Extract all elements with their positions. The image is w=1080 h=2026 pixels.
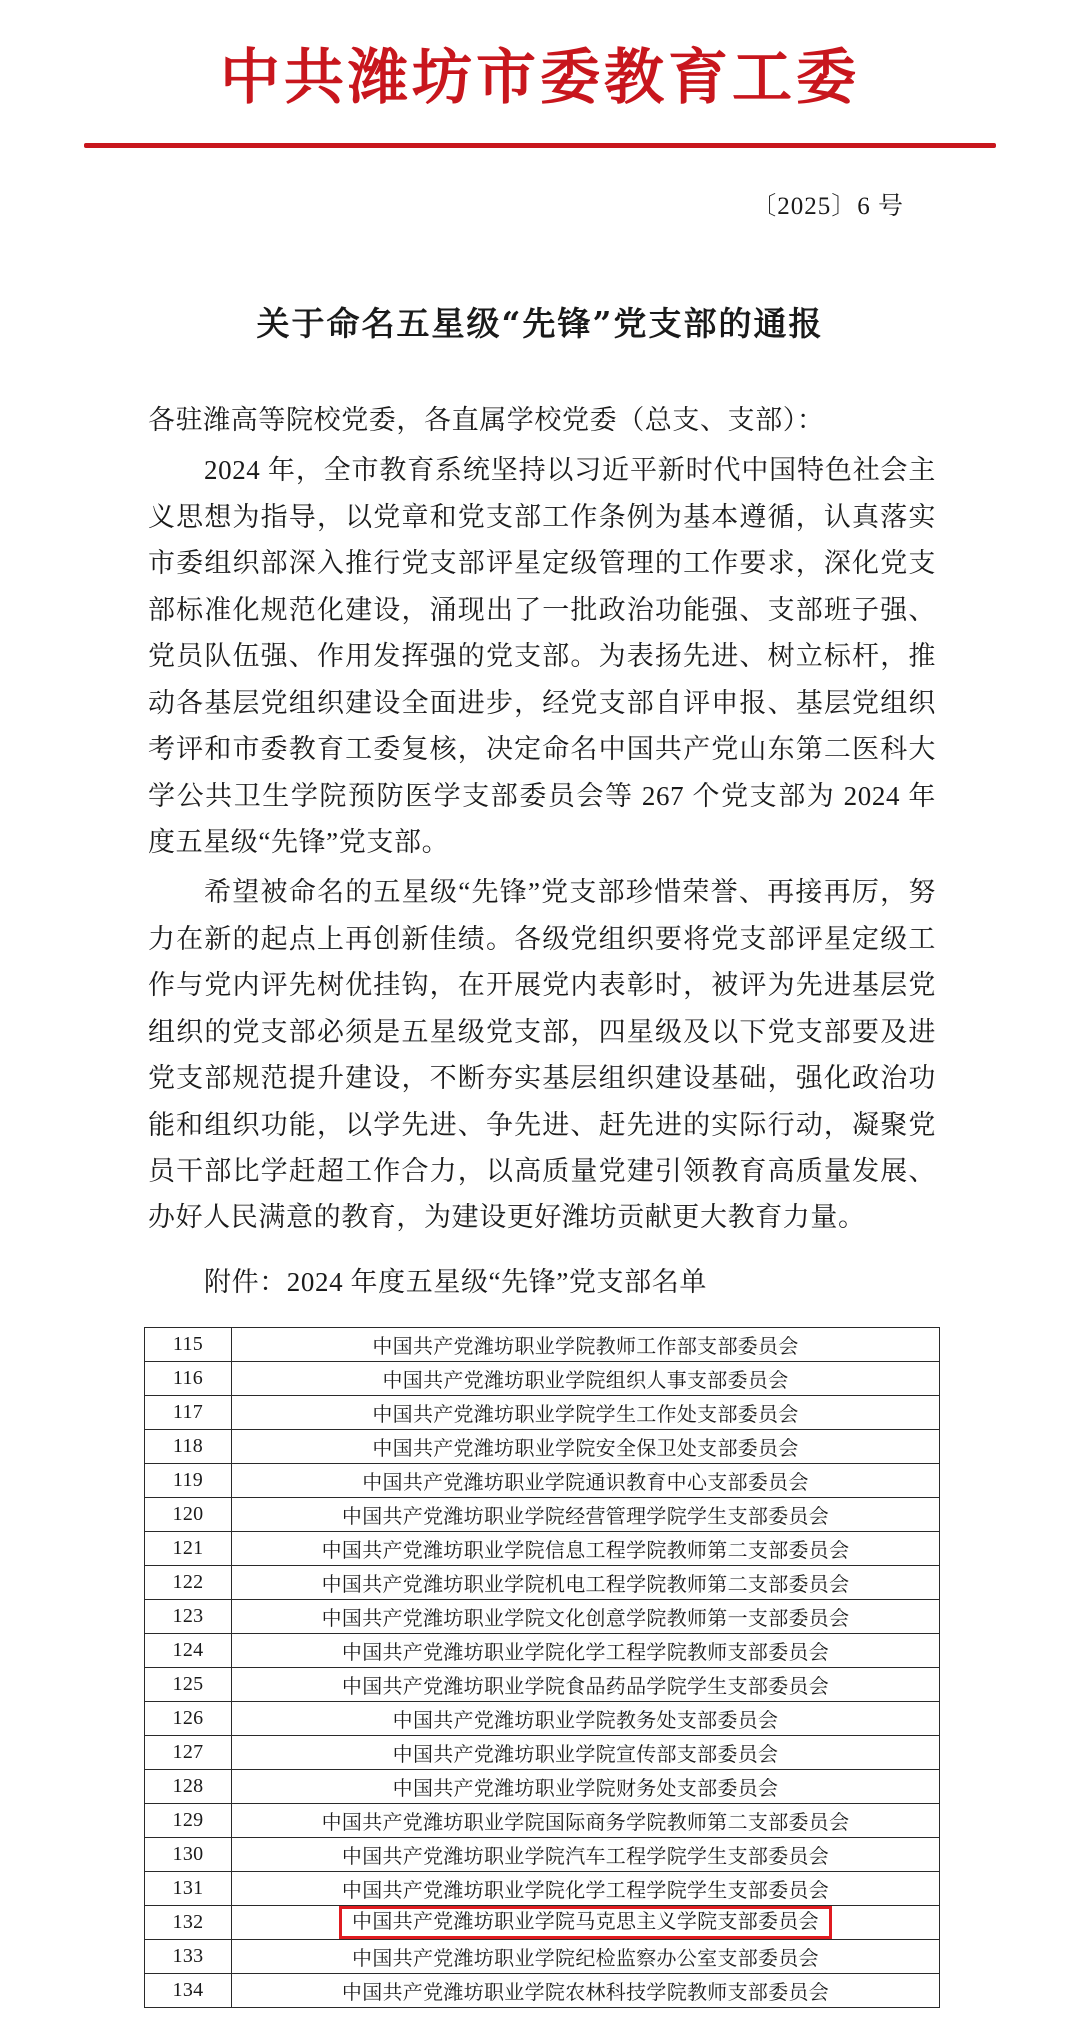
branch-list-body xyxy=(145,1328,940,2008)
table-row xyxy=(145,1362,940,1396)
row-index: 128 xyxy=(145,1770,232,1804)
document-body xyxy=(84,397,996,1305)
table-row xyxy=(145,1770,940,1804)
attachment-line: 附件：2024 年度五星级“先锋”党支部名单 xyxy=(204,1266,707,1297)
row-branch-name: 中国共产党潍坊职业学院文化创意学院教师第一支部委员会 xyxy=(232,1600,940,1634)
table-row xyxy=(145,1940,940,1974)
row-branch-name: 中国共产党潍坊职业学院机电工程学院教师第二支部委员会 xyxy=(232,1566,940,1600)
row-branch-name: 中国共产党潍坊职业学院经营管理学院学生支部委员会 xyxy=(232,1498,940,1532)
row-index: 130 xyxy=(145,1838,232,1872)
table-row xyxy=(145,1396,940,1430)
paragraph-2: 希望被命名的五星级“先锋”党支部珍惜荣誉、再接再厉，努力在新的起点上再创新佳绩。各级党组织要将党支部评星定级工作与党内评先树优挂钩，在开展党内表彰时，被评为先进基层党组织的党支部必须是五星级党支部，四星级及以下党支部要及进党支部规范提升建设，不断夯实基层组织建设基础，强化政治功能和组织功能，以学先进、争先进、赶先进的实际行动，凝聚党员干部比学赶超工作合力，以高质量党建引领教育高质量发展、办好人民满意的教育，为建设更好潍坊贡献更大教育力量。 xyxy=(148,877,936,1233)
row-index: 122 xyxy=(145,1566,232,1600)
table-row xyxy=(145,1600,940,1634)
row-index: 126 xyxy=(145,1702,232,1736)
row-index: 116 xyxy=(145,1362,232,1396)
row-index: 125 xyxy=(145,1668,232,1702)
row-branch-name: 中国共产党潍坊职业学院化学工程学院学生支部委员会 xyxy=(232,1872,940,1906)
table-row xyxy=(145,1906,940,1940)
highlighted-branch-name: 中国共产党潍坊职业学院马克思主义学院支部委员会 xyxy=(339,1906,832,1939)
row-branch-name: 中国共产党潍坊职业学院信息工程学院教师第二支部委员会 xyxy=(232,1532,940,1566)
row-branch-name: 中国共产党潍坊职业学院教务处支部委员会 xyxy=(232,1702,940,1736)
table-row xyxy=(145,1872,940,1906)
row-index: 129 xyxy=(145,1804,232,1838)
row-branch-name xyxy=(232,1906,940,1940)
row-branch-name: 中国共产党潍坊职业学院宣传部支部委员会 xyxy=(232,1736,940,1770)
masthead-title: 中共潍坊市委教育工委 xyxy=(220,43,860,113)
table-row xyxy=(145,1498,940,1532)
row-branch-name: 中国共产党潍坊职业学院教师工作部支部委员会 xyxy=(232,1328,940,1362)
table-row xyxy=(145,1566,940,1600)
row-index: 133 xyxy=(145,1940,232,1974)
paragraph-1: 2024 年，全市教育系统坚持以习近平新时代中国特色社会主义思想为指导，以党章和党支部工作条例为基本遵循，认真落实市委组织部深入推行党支部评星定级管理的工作要求，深化党支部标准化规范化建设，涌现出了一批政治功能强、支部班子强、党员队伍强、作用发挥强的党支部。为表扬先进、树立标杆，推动各基层党组织建设全面进步，经党支部自评申报、基层党组织考评和市委教育工委复核，决定命名中国共产党山东第二医科大学公共卫生学院预防医学支部委员会等 267 个党支部为 2024 年度五星级“先锋”党支部。 xyxy=(148,455,936,857)
row-index: 117 xyxy=(145,1396,232,1430)
row-branch-name: 中国共产党潍坊职业学院汽车工程学院学生支部委员会 xyxy=(232,1838,940,1872)
table-row xyxy=(145,1668,940,1702)
row-branch-name: 中国共产党潍坊职业学院农林科技学院教师支部委员会 xyxy=(232,1974,940,2008)
document-title: 关于命名五星级“先锋”党支部的通报 xyxy=(256,304,824,343)
row-branch-name: 中国共产党潍坊职业学院纪检监察办公室支部委员会 xyxy=(232,1940,940,1974)
document-number: 〔2025〕6 号 xyxy=(751,193,904,220)
row-index: 124 xyxy=(145,1634,232,1668)
row-index: 120 xyxy=(145,1498,232,1532)
table-row xyxy=(145,1702,940,1736)
row-index: 132 xyxy=(145,1906,232,1940)
row-index: 131 xyxy=(145,1872,232,1906)
table-row xyxy=(145,1328,940,1362)
masthead-divider xyxy=(84,143,996,148)
salutation: 各驻潍高等院校党委，各直属学校党委（总支、支部）： xyxy=(148,405,825,435)
row-branch-name: 中国共产党潍坊职业学院学生工作处支部委员会 xyxy=(232,1396,940,1430)
masthead xyxy=(84,0,996,148)
table-row xyxy=(145,1532,940,1566)
row-branch-name: 中国共产党潍坊职业学院国际商务学院教师第二支部委员会 xyxy=(232,1804,940,1838)
branch-list-table xyxy=(144,1327,940,2008)
table-row xyxy=(145,1804,940,1838)
row-branch-name: 中国共产党潍坊职业学院化学工程学院教师支部委员会 xyxy=(232,1634,940,1668)
row-index: 115 xyxy=(145,1328,232,1362)
row-index: 123 xyxy=(145,1600,232,1634)
row-index: 119 xyxy=(145,1464,232,1498)
table-row xyxy=(145,1974,940,2008)
table-row xyxy=(145,1634,940,1668)
row-index: 121 xyxy=(145,1532,232,1566)
row-index: 118 xyxy=(145,1430,232,1464)
table-row xyxy=(145,1736,940,1770)
row-index: 134 xyxy=(145,1974,232,2008)
row-branch-name: 中国共产党潍坊职业学院通识教育中心支部委员会 xyxy=(232,1464,940,1498)
row-branch-name: 中国共产党潍坊职业学院安全保卫处支部委员会 xyxy=(232,1430,940,1464)
row-branch-name: 中国共产党潍坊职业学院财务处支部委员会 xyxy=(232,1770,940,1804)
branch-list-table-wrapper xyxy=(84,1327,996,2008)
row-branch-name: 中国共产党潍坊职业学院食品药品学院学生支部委员会 xyxy=(232,1668,940,1702)
row-branch-name: 中国共产党潍坊职业学院组织人事支部委员会 xyxy=(232,1362,940,1396)
row-index: 127 xyxy=(145,1736,232,1770)
table-row xyxy=(145,1464,940,1498)
table-row xyxy=(145,1430,940,1464)
table-row xyxy=(145,1838,940,1872)
